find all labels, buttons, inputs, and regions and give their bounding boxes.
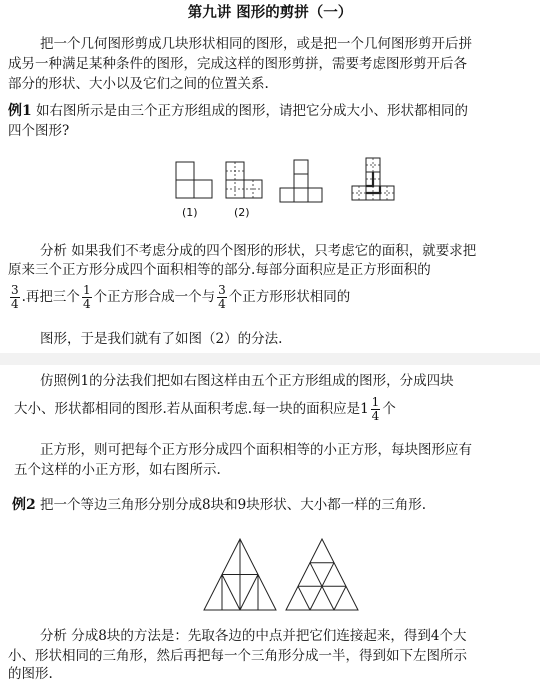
- triangle-9-pieces: [286, 539, 358, 610]
- imitation-line-3: 正方形，则可把每个正方形分成四个面积相等的小正方形，每块图形应有: [40, 442, 472, 458]
- example1-label: 例1: [8, 103, 32, 119]
- imitation-line-1: 仿照例1的分法我们把如右图这样由五个正方形组成的图形，分成四块: [40, 373, 454, 389]
- analysis2-line-3: 的图形.: [8, 666, 53, 682]
- lesson-title: 第九讲 图形的剪拼（一）: [187, 4, 353, 21]
- imitation-line-2: [14, 394, 396, 424]
- imitation-line-4: 五个这样的小正方形，如右图所示.: [14, 462, 221, 478]
- fraction-three-quarters-2: $\frac{3}{4}$: [218, 283, 226, 311]
- example2-line: [12, 495, 426, 515]
- fraction-one-quarter: $\frac{1}{4}$: [82, 283, 91, 311]
- example2-text: 把一个等边三角形分别分成8块和9块形状、大小都一样的三角形.: [40, 497, 427, 513]
- intro-line-1: 把一个几何图形剪成几块形状相同的图形，或是把一个几何图形剪开后拼: [40, 36, 472, 52]
- analysis1-line-1: 分析 如果我们不考虑分成的四个图形的形状，只考虑它的面积，就要求把: [40, 243, 477, 259]
- example2-label: 例2: [12, 497, 36, 513]
- figure-2-caption: (2): [234, 206, 250, 219]
- example1-figures: [170, 158, 530, 220]
- imitation-text-a: 大小、形状都相同的图形.若从面积考虑.每一块的面积应是1: [14, 401, 369, 417]
- analysis1-text-c: 个正方形形状相同的: [228, 289, 351, 305]
- triangle-figures: [200, 537, 360, 617]
- figure-2: [226, 162, 262, 198]
- analysis1-text-b: 个正方形合成一个与: [93, 289, 216, 305]
- figure-3: [280, 160, 322, 202]
- analysis2-line-1: 分析 分成8块的方法是：先取各边的中点并把它们连接起来，得到4个大: [40, 628, 467, 644]
- figure-4: [352, 158, 394, 200]
- analysis1-line-2: 原来三个正方形分成四个面积相等的部分.每部分面积应是正方形面积的: [8, 262, 431, 278]
- imitation-text-b: 个: [382, 401, 396, 417]
- analysis1-text-a: .再把三个: [21, 289, 80, 305]
- fraction-three-quarters: $\frac{3}{4}$: [11, 283, 19, 311]
- example1-text-1: 如右图所示是由三个正方形组成的图形，请把它分成大小、形状都相同的: [36, 103, 469, 119]
- example1-text-2: 四个图形?: [8, 123, 70, 139]
- analysis1-line-3: [8, 282, 350, 312]
- analysis2-line-2: 小、形状相同的三角形，然后再把每一个三角形分成一半，得到如下左图所示: [8, 648, 467, 664]
- example1-line-1: [8, 101, 468, 121]
- triangle-8-pieces: [204, 539, 276, 610]
- analysis1-line-4: 图形，于是我们就有了如图（2）的分法.: [40, 331, 283, 347]
- figure-1: [176, 162, 212, 198]
- figure-1-caption: (1): [182, 206, 198, 219]
- intro-line-3: 部分的形状、大小以及它们之间的位置关系.: [8, 76, 269, 92]
- section-divider: [0, 353, 540, 365]
- intro-line-2: 成另一种满足某种条件的图形，完成这样的图形剪拼，需要考虑图形剪开后各: [8, 56, 467, 72]
- fraction-one-quarter-2: $\frac{1}{4}$: [371, 395, 380, 423]
